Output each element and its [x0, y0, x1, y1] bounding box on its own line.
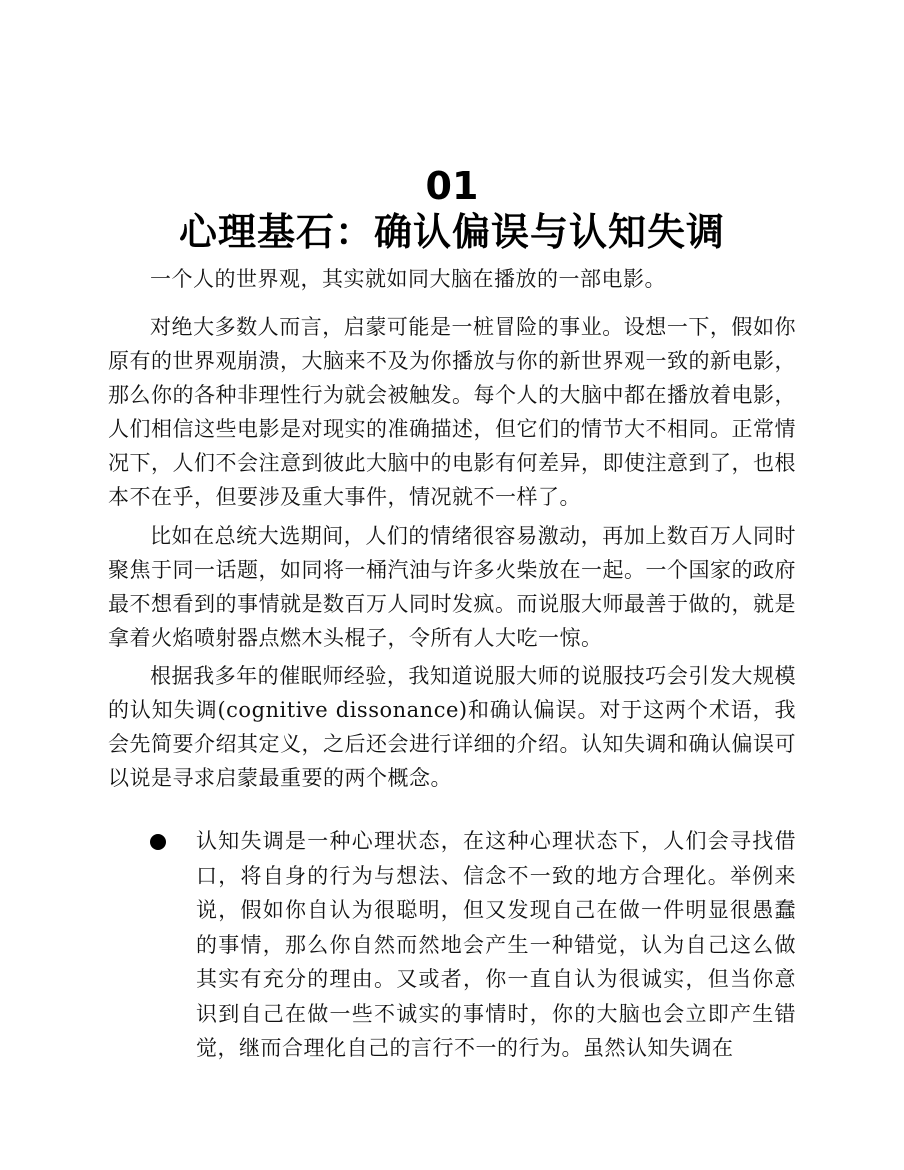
chapter-number: 01: [425, 164, 479, 208]
paragraph: 根据我多年的催眠师经验，我知道说服大师的说服技巧会引发大规模的认知失调(cognitive dissonance)和确认偏误。对于这两个术语，我会先简要介绍其定义，之后还会进行详细的介绍。认知失调和确认偏误可以说是寻求启蒙最重要的两个概念。: [108, 664, 796, 790]
bullet-icon: [150, 834, 166, 850]
bullet-text: 认知失调是一种心理状态，在这种心理状态下，人们会寻找借口，将自身的行为与想法、信念不一致的地方合理化。举例来说，假如你自认为很聪明，但又发现自己在做一件明显很愚蠢的事情，那么你自然而然地会产生一种错觉，认为自己这么做其实有充分的理由。又或者，你一直自认为很诚实，但当你意识到自己在做一些不诚实的事情时，你的大脑也会立即产生错觉，继而合理化自己的言行不一的行为。虽然认知失调在: [196, 829, 796, 1060]
chapter-title: 心理基石：确认偏误与认知失调: [178, 210, 725, 254]
paragraph: 比如在总统大选期间，人们的情绪很容易激动，再加上数百万人同时聚焦于同一话题，如同将一桶汽油与许多火柴放在一起。一个国家的政府最不想看到的事情就是数百万人同时发疯。而说服大师最善于做的，就是拿着火焰喷射器点燃木头棍子，令所有人大吃一惊。: [108, 524, 796, 650]
paragraph: 对绝大多数人而言，启蒙可能是一桩冒险的事业。设想一下，假如你原有的世界观崩溃，大脑来不及为你播放与你的新世界观一致的新电影，那么你的各种非理性行为就会被触发。每个人的大脑中都在播放着电影，人们相信这些电影是对现实的准确描述，但它们的情节大不相同。正常情况下，人们不会注意到彼此大脑中的电影有何差异，即使注意到了，也根本不在乎，但要涉及重大事件，情况就不一样了。: [108, 315, 796, 509]
paragraph-intro: 一个人的世界观，其实就如同大脑在播放的一部电影。: [150, 267, 666, 291]
